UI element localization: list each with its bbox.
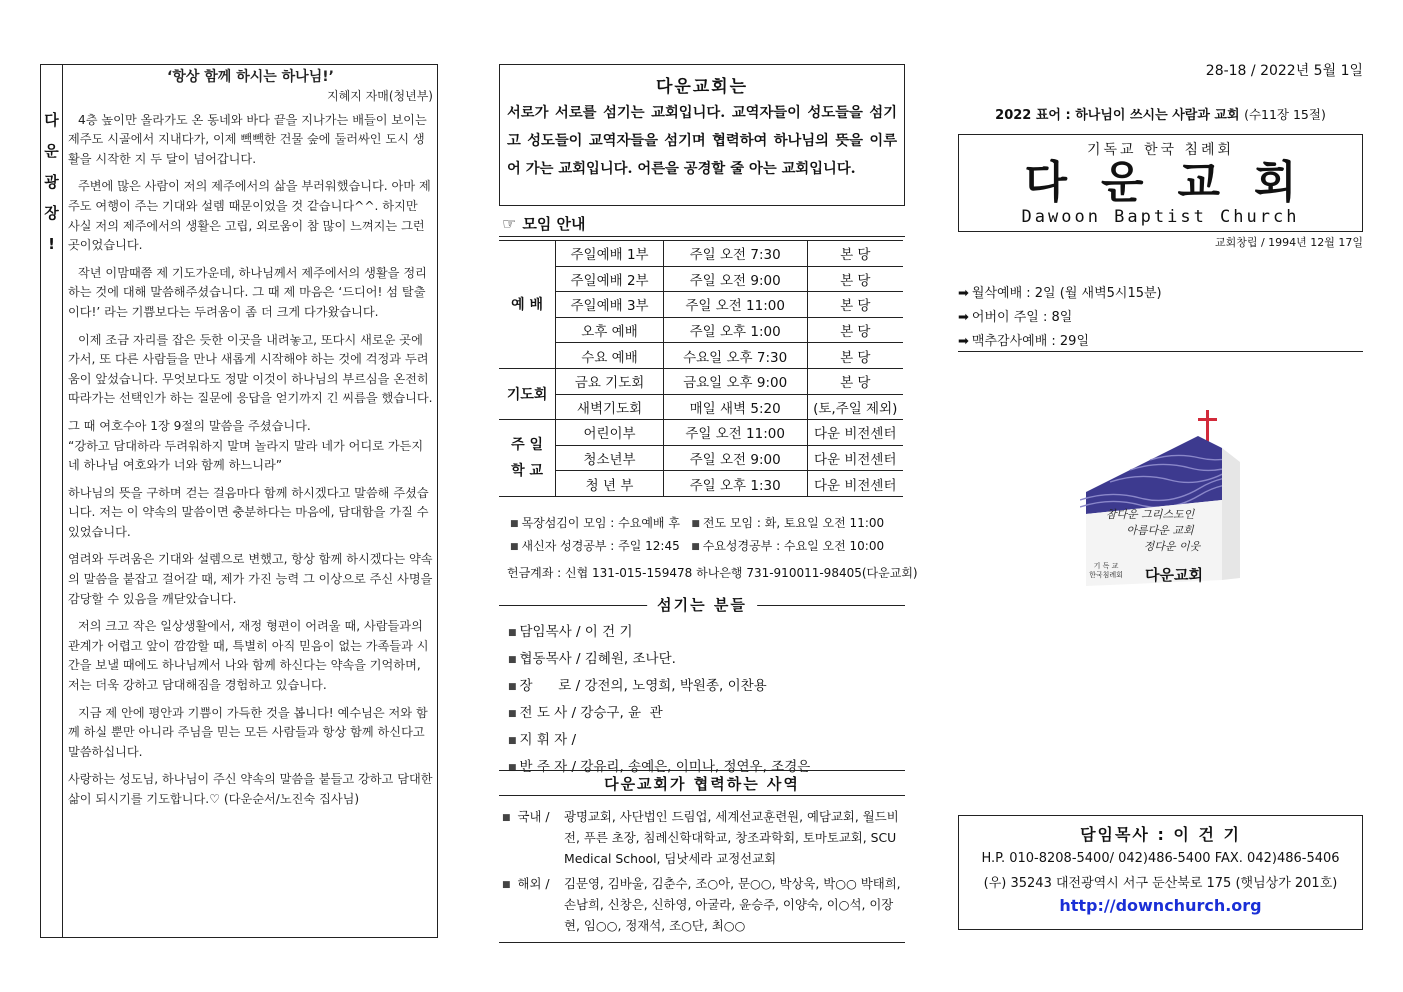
cell: 주일 오후 1:30 xyxy=(663,471,807,497)
intro-text: 서로가 서로를 섬기는 교회입니다. 교역자들이 성도들을 섬기고 성도들이 교역자들을 섬기며 협력하여 하나님의 뜻을 이루어 가는 교회입니다. 어른을 공경할 줄 아는 교회입니다. xyxy=(507,105,897,177)
schedule-table xyxy=(499,240,903,497)
arrow-right-icon: ➡ xyxy=(958,334,969,349)
cell: 금요일 오후 9:00 xyxy=(663,368,807,394)
table-row xyxy=(499,420,903,446)
servant: 담임목사 / 이 건 기 xyxy=(519,624,633,640)
logo-text: 아름다운 교회 xyxy=(1126,524,1194,537)
cell: 주일 오전 7:30 xyxy=(663,241,807,267)
church-url-link[interactable]: http://downchurch.org xyxy=(1059,896,1262,915)
cell: 주일예배 1부 xyxy=(556,241,664,267)
cell: 청 년 부 xyxy=(556,471,664,497)
logo-denom: 기 독 교 한국침례회 xyxy=(1089,562,1123,579)
servant: 장 로 / 강전의, 노영희, 박원종, 이찬용 xyxy=(519,678,767,694)
meeting-notes xyxy=(510,513,884,559)
square-bullet-icon: ■ xyxy=(508,709,517,719)
essay-paragraph: 4층 높이만 올라가도 온 동네와 바다 끝을 지나가는 배들이 보이는 제주도 시골에서 지내다가, 이제 빽빽한 건물 숲에 둘러싸인 도시 생활을 시작한 지 두 달이 넘어갑니다. xyxy=(68,112,427,166)
cell: 수요일 오후 7:30 xyxy=(663,343,807,369)
essay-side-label xyxy=(41,65,63,937)
cell: 오후 예배 xyxy=(556,317,664,343)
divider xyxy=(958,351,1363,352)
servant: 협동목사 / 김혜원, 조나단. xyxy=(519,651,676,667)
coop-domestic: 광명교회, 사단법인 드림업, 세계선교훈련원, 예담교회, 월드비전, 푸른 초장, 침례신학대학교, 창조과학회, 토마토교회, SCU Medical School, 딤낫세라 교정선교회 xyxy=(564,809,899,866)
coop-overseas: 김문영, 김바울, 김춘수, 조○아, 문○○, 박상욱, 박○○ 박태희, 손남희, 신창은, 신하영, 아굴라, 윤승주, 이양숙, 이○석, 이장현, 임○○, 정재석, 조○단, 최○○ xyxy=(564,876,901,933)
side-char: 다 xyxy=(44,111,59,129)
essay-paragraph: 하나님의 뜻을 구하며 걷는 걸음마다 함께 하시겠다고 말씀해 주셨습니다. 저는 이 약속의 말씀이면 충분하다는 마음에, 담대함을 가질 수 있었습니다. xyxy=(68,485,429,539)
note-row xyxy=(510,513,884,536)
cell: 주일 오전 11:00 xyxy=(663,292,807,318)
list-item xyxy=(508,728,810,755)
pastor-phone: H.P. 010-8208-5400/ 042)486-5400 FAX. 042)486-5406 xyxy=(981,851,1340,866)
events-list xyxy=(958,282,1162,354)
square-bullet-icon: ■ xyxy=(502,880,511,890)
note-row xyxy=(510,536,884,559)
list-item xyxy=(958,282,1162,306)
cell: 수요 예배 xyxy=(556,343,664,369)
meeting-title: 모임 안내 xyxy=(522,215,586,233)
essay-paragraph: 저의 크고 작은 일상생활에서, 재정 형편이 어려울 때, 사람들과의 관계가 어렵고 앞이 깜깜할 때, 특별히 아직 믿음이 없는 가족들과 시간을 보낼 때에도 하나님께서 나와 함께 하신다는 약속을 기억하며, 저는 더욱 강하고 담대해짐을 경험하고 있습니다. xyxy=(68,619,429,693)
square-bullet-icon: ■ xyxy=(510,542,519,552)
servants-list xyxy=(508,620,810,782)
essay-paragraph: 지금 제 안에 평안과 기쁨이 가득한 것을 봅니다! 예수님은 저와 함께 하실 뿐만 아니라 주님을 믿는 모든 사람들과 항상 함께 하신다고 말씀하십니다. xyxy=(68,705,428,759)
founded-date: 교회창립 / 1994년 12월 17일 xyxy=(1214,236,1363,249)
cell: 본 당 xyxy=(807,368,903,394)
cooperation-list xyxy=(502,806,902,936)
table-row xyxy=(499,445,903,471)
table-row xyxy=(499,317,903,343)
square-bullet-icon: ■ xyxy=(510,519,519,529)
list-item xyxy=(502,806,902,869)
cooperation-title: 다운교회가 협력하는 사역 xyxy=(499,770,905,796)
essay-paragraph: 주변에 많은 사람이 저의 제주에서의 삶을 부러워했습니다. 아마 제주도 여행이 주는 기대와 설렘 때문이었을 것 같습니다^^. 하지만 사실 저의 제주에서의 생활은 고립, 외로움이 참 많이 느껴지는 그런 곳이었습니다. xyxy=(68,179,431,253)
note: 수요성경공부 : 수요일 오전 10:00 xyxy=(702,539,885,553)
cross-icon xyxy=(1198,418,1217,421)
servant: 전 도 사 / 강승구, 윤 관 xyxy=(519,705,663,721)
note: 새신자 성경공부 : 주일 12:45 xyxy=(521,539,680,553)
servants-heading xyxy=(499,595,905,615)
list-item xyxy=(508,701,810,728)
logo-text: 정다운 이웃 xyxy=(1143,540,1201,553)
cell: 본 당 xyxy=(807,241,903,267)
note: 목장섬김이 모임 : 수요예배 후 xyxy=(521,516,680,530)
side-char: ! xyxy=(48,235,55,253)
side-char: 장 xyxy=(44,204,59,222)
essay-paragraph: 염려와 두려움은 기대와 설렘으로 변했고, 항상 함께 하시겠다는 약속의 말씀을 붙잡고 걸어갈 때, 제가 가진 능력 그 이상으로 주신 사명을 감당할 수 있음을 깨닫았습니다. xyxy=(68,552,433,606)
table-row xyxy=(499,471,903,497)
list-item xyxy=(508,647,810,674)
event: 월삭예배 : 2일 (월 새벽5시15분) xyxy=(971,286,1162,301)
offering-account: 헌금계좌 : 신협 131-015-159478 하나은행 731-910011-98405(다운교회) xyxy=(507,566,918,580)
side-char: 운 xyxy=(44,142,59,160)
group-label: 예 배 xyxy=(499,241,556,369)
group-label: 기도회 xyxy=(499,368,556,419)
cell: 금요 기도회 xyxy=(556,368,664,394)
side-char: 광 xyxy=(44,173,59,191)
pastor-address: (우) 35243 대전광역시 서구 둔산북로 175 (햇님상가 201호) xyxy=(983,876,1338,891)
group-label: 주 일 학 교 xyxy=(499,420,556,497)
table-row xyxy=(499,266,903,292)
cell: 주일예배 3부 xyxy=(556,292,664,318)
essay-title: ‘항상 함께 하시는 하나님!’ xyxy=(167,69,334,85)
motto-ref: (수11장 15절) xyxy=(1244,107,1326,122)
square-bullet-icon: ■ xyxy=(508,655,517,665)
church-intro-box xyxy=(499,64,905,206)
square-bullet-icon: ■ xyxy=(691,519,700,529)
square-bullet-icon: ■ xyxy=(691,542,700,552)
list-item xyxy=(508,674,810,701)
church-name: 다운교회 xyxy=(1024,157,1331,208)
pastor-title: 담임목사 : 이 건 기 xyxy=(1080,825,1241,844)
intro-title: 다운교회는 xyxy=(655,77,749,97)
wall-icon xyxy=(1222,448,1240,580)
essay-content xyxy=(68,67,433,818)
logo-name: 다운교회 xyxy=(1145,566,1203,584)
cell: (토,주일 제외) xyxy=(807,394,903,420)
cross-icon xyxy=(1206,410,1209,442)
cell: 매일 새벽 5:20 xyxy=(663,394,807,420)
cell: 새벽기도회 xyxy=(556,394,664,420)
square-bullet-icon: ■ xyxy=(508,763,517,773)
list-item xyxy=(508,620,810,647)
logo-text: 참다운 그리스도인 xyxy=(1105,508,1195,521)
church-name-box xyxy=(958,134,1363,232)
square-bullet-icon: ■ xyxy=(508,736,517,746)
cell: 다운 비전센터 xyxy=(807,420,903,446)
cell: 주일예배 2부 xyxy=(556,266,664,292)
note: 전도 모임 : 화, 토요일 오전 11:00 xyxy=(702,516,885,530)
list-item xyxy=(502,873,902,936)
cell: 다운 비전센터 xyxy=(807,471,903,497)
church-motto xyxy=(958,104,1363,123)
cell: 본 당 xyxy=(807,317,903,343)
essay-box xyxy=(40,64,438,938)
cell: 주일 오전 9:00 xyxy=(663,266,807,292)
motto-text: 2022 표어 : 하나님이 쓰시는 사람과 교회 xyxy=(995,108,1240,123)
cell: 본 당 xyxy=(807,343,903,369)
table-row xyxy=(499,368,903,394)
square-bullet-icon: ■ xyxy=(502,813,511,823)
arrow-right-icon: ➡ xyxy=(958,310,969,325)
church-logo xyxy=(1080,404,1256,599)
cell: 어린이부 xyxy=(556,420,664,446)
essay-author: 지혜지 자매(청년부) xyxy=(327,89,433,103)
meeting-heading xyxy=(502,213,586,234)
divider xyxy=(499,236,905,237)
cell: 주일 오전 11:00 xyxy=(663,420,807,446)
pastor-box xyxy=(958,815,1363,930)
church-name-en: Dawoon Baptist Church xyxy=(1021,207,1300,227)
coop-label: 해외 / xyxy=(517,876,550,891)
square-bullet-icon: ■ xyxy=(508,682,517,692)
essay-paragraph: 그 때 여호수아 1장 9절의 말씀을 주셨습니다. “강하고 담대하라 두려워하지 말며 놀라지 말라 네가 어디로 가든지 네 하나님 여호와가 너와 함께 하느니라” xyxy=(68,418,424,473)
servant: 지 휘 자 / xyxy=(519,732,577,748)
square-bullet-icon: ■ xyxy=(508,628,517,638)
table-row xyxy=(499,343,903,369)
event: 어버이 주일 : 8일 xyxy=(971,310,1073,325)
coop-label: 국내 / xyxy=(517,809,550,824)
arrow-right-icon: ➡ xyxy=(958,286,969,301)
cell: 청소년부 xyxy=(556,445,664,471)
table-row xyxy=(499,241,903,267)
essay-paragraph: 이제 조금 자리를 잡은 듯한 이곳을 내려놓고, 또다시 새로운 곳에 가서, 또 다른 사람들을 만나 새롭게 시작해야 하는 것에 걱정과 두려움이 앞섰습니다. 무엇보다도 정말 이것이 하나님의 부르심을 온전히 따라가는 선택인가 하는 질문에 응답을 얻기까지 긴 씨름을 했습니다. xyxy=(68,332,433,406)
table-row xyxy=(499,292,903,318)
event: 맥추감사예배 : 29일 xyxy=(971,334,1089,349)
essay-paragraph: 사랑하는 성도님, 하나님이 주신 약속의 말씀을 붙들고 강하고 담대한 삶이 되시기를 기도합니다.♡ (다운순서/노진숙 집사님) xyxy=(68,772,433,806)
table-row xyxy=(499,394,903,420)
cell: 주일 오전 9:00 xyxy=(663,445,807,471)
cell: 다운 비전센터 xyxy=(807,445,903,471)
list-item xyxy=(958,306,1162,330)
servant: 반 주 자 / 강유리, 송예은, 이미나, 정연우, 조경은 xyxy=(519,759,811,775)
issue-date: 28-18 / 2022년 5월 1일 xyxy=(1205,63,1363,79)
cell: 주일 오후 1:00 xyxy=(663,317,807,343)
pointing-hand-icon: ☞ xyxy=(502,214,517,233)
denomination: 기독교 한국 침례회 xyxy=(1086,142,1235,158)
servants-title: 섬기는 분들 xyxy=(647,594,757,615)
cell: 본 당 xyxy=(807,266,903,292)
cell: 본 당 xyxy=(807,292,903,318)
essay-paragraph: 작년 이맘때쯤 제 기도가운데, 하나님께서 제주에서의 생활을 정리하는 것에 대해 말씀해주셨습니다. 그 때 제 마음은 ‘드디어! 섬 탈출이다!’ 라는 기쁨보다는 두려움이 좀 더 크게 다가왔습니다. xyxy=(68,265,427,319)
divider xyxy=(499,942,905,943)
